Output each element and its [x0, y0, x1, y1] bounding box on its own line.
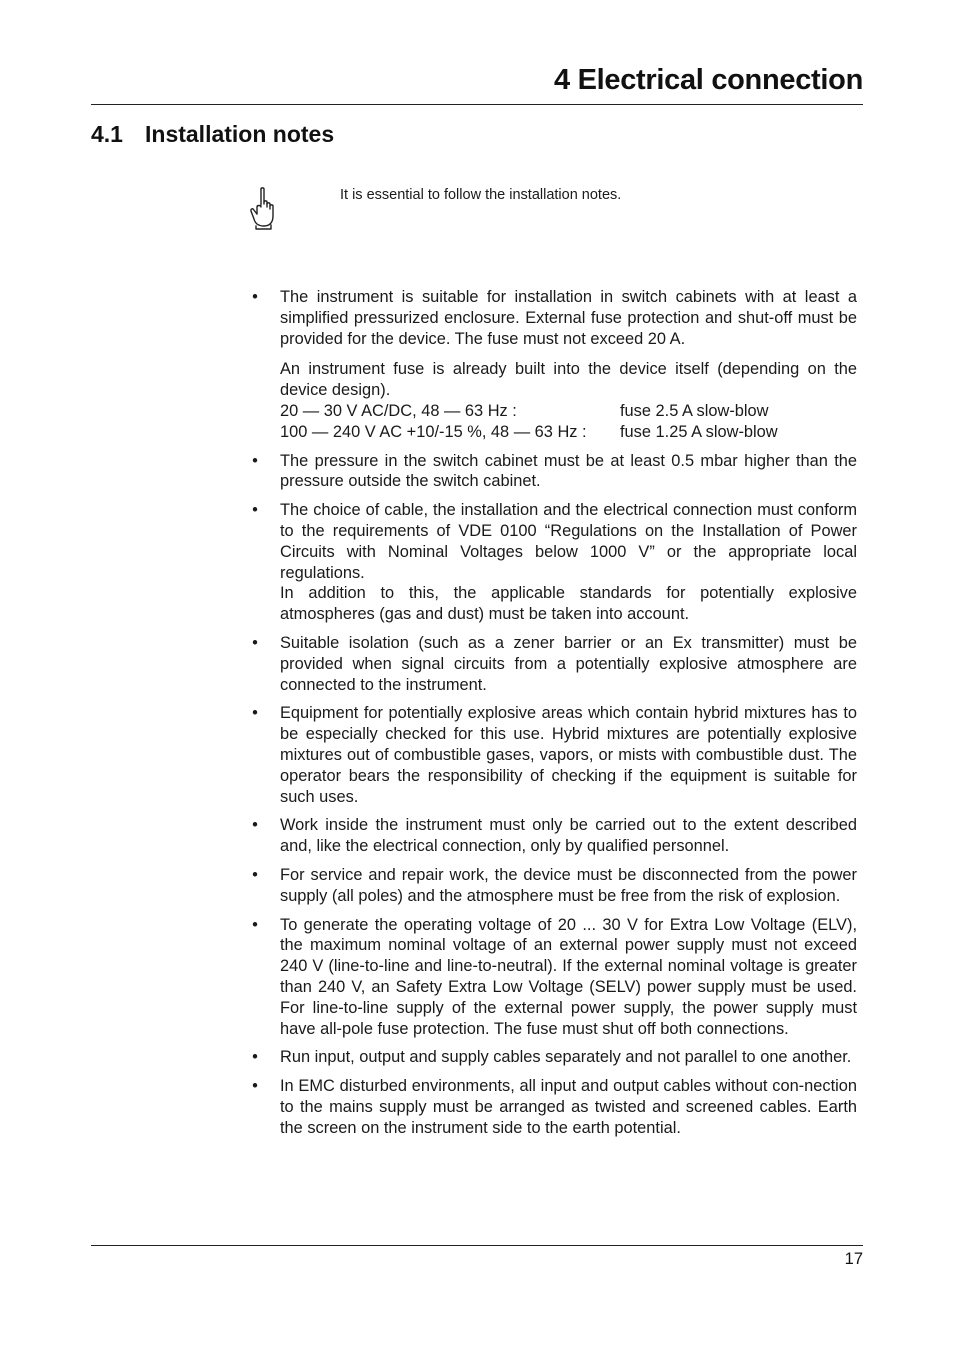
- header-rule: [91, 104, 863, 105]
- note-paragraph: Suitable isolation (such as a zener barrier or an Ex transmitter) must be provided when signal circuits from a potentially explosive atmosphere are connected to the instrument.: [280, 633, 857, 694]
- footer-rule: [91, 1245, 863, 1246]
- list-item: [248, 287, 857, 443]
- list-item: [248, 915, 857, 1040]
- list-item: [248, 500, 857, 625]
- bullet-symbol: •: [252, 1077, 258, 1096]
- pointing-hand-icon: [248, 186, 276, 230]
- fuse-voltage-label: 20 — 30 V AC/DC, 48 — 63 Hz :: [280, 401, 517, 420]
- note-paragraph: An instrument fuse is already built into the device itself (depending on the device design).: [280, 360, 857, 400]
- note-paragraph: Run input, output and supply cables separately and not parallel to one another.: [280, 1048, 852, 1067]
- bullet-symbol: •: [252, 501, 258, 520]
- bullet-symbol: •: [252, 816, 258, 835]
- note-paragraph: Equipment for potentially explosive areas which contain hybrid mixtures has to be especially checked for this use. Hybrid mixtures are potentially explosive mixtures out of combustible gases, vapors, or mists with combustible dust. The operator bears the responsibility of checking if the equipment is suitable for such uses.: [280, 704, 857, 806]
- list-item: [248, 633, 857, 695]
- list-item: [248, 865, 857, 907]
- section-number: 4.1: [91, 121, 123, 147]
- bullet-symbol: •: [252, 288, 258, 306]
- installation-notes-list: [248, 287, 857, 1146]
- bullet-symbol: •: [252, 633, 258, 652]
- list-item: [248, 1047, 857, 1068]
- fuse-value: fuse 1.25 A slow-blow: [620, 422, 778, 441]
- fuse-row: [280, 401, 857, 422]
- note-paragraph: The instrument is suitable for installation in switch cabinets with at least a simplified pressurized enclosure. External fuse protection and shut-off must be provided for the device. The fuse must not exceed 20 A.: [280, 288, 857, 348]
- bullet-symbol: •: [252, 865, 258, 884]
- bullet-symbol: •: [252, 451, 258, 470]
- note-text: It is essential to follow the installation notes.: [340, 187, 622, 203]
- list-item: [248, 815, 857, 857]
- fuse-row: [280, 422, 857, 443]
- fuse-voltage-label: 100 — 240 V AC +10/-15 %, 48 — 63 Hz :: [280, 422, 587, 441]
- note-paragraph: In EMC disturbed environments, all input and output cables without con-nection to the mains supply must be arranged as twisted and screened cables. Earth the screen on the instrument side to the earth potential.: [280, 1077, 857, 1137]
- bullet-symbol: •: [252, 704, 258, 723]
- bullet-symbol: •: [252, 1048, 258, 1067]
- list-item: [248, 1076, 857, 1138]
- bullet-symbol: •: [252, 915, 258, 934]
- note-paragraph: Work inside the instrument must only be carried out to the extent described and, like the electrical connection, only by qualified personnel.: [280, 816, 857, 856]
- note-paragraph: The choice of cable, the installation and the electrical connection must conform to the requirements of VDE 0100 “Regulations on the Installation of Power Circuits with Nominal Voltages below 1000 V” or the appropriate local regulations.: [280, 501, 857, 582]
- section-title: [91, 121, 334, 148]
- list-item: [248, 451, 857, 493]
- note-paragraph: The pressure in the switch cabinet must be at least 0.5 mbar higher than the pressure outside the switch cabinet.: [280, 451, 857, 491]
- note-paragraph: To generate the operating voltage of 20 ... 30 V for Extra Low Voltage (ELV), the maximum nominal voltage of an external power supply must not exceed 240 V (line-to-line and line-to-neutral). If the external nominal voltage is greater than 240 V, an Safety Extra Low Voltage (SELV) power supply must be used. For line-to-line supply of the external power supply, the power supply must have all-pole fuse protection. The fuse must shut off both connections.: [280, 915, 857, 1038]
- page-number: 17: [844, 1250, 863, 1268]
- section-title-text: Installation notes: [145, 121, 335, 147]
- fuse-value: fuse 2.5 A slow-blow: [620, 401, 769, 420]
- chapter-title: 4 Electrical connection: [554, 64, 863, 96]
- list-item: [248, 703, 857, 807]
- note-paragraph: For service and repair work, the device must be disconnected from the power supply (all poles) and the atmosphere must be free from the risk of explosion.: [280, 865, 857, 905]
- note-paragraph: In addition to this, the applicable standards for potentially explosive atmospheres (gas and dust) must be taken into account.: [280, 584, 857, 624]
